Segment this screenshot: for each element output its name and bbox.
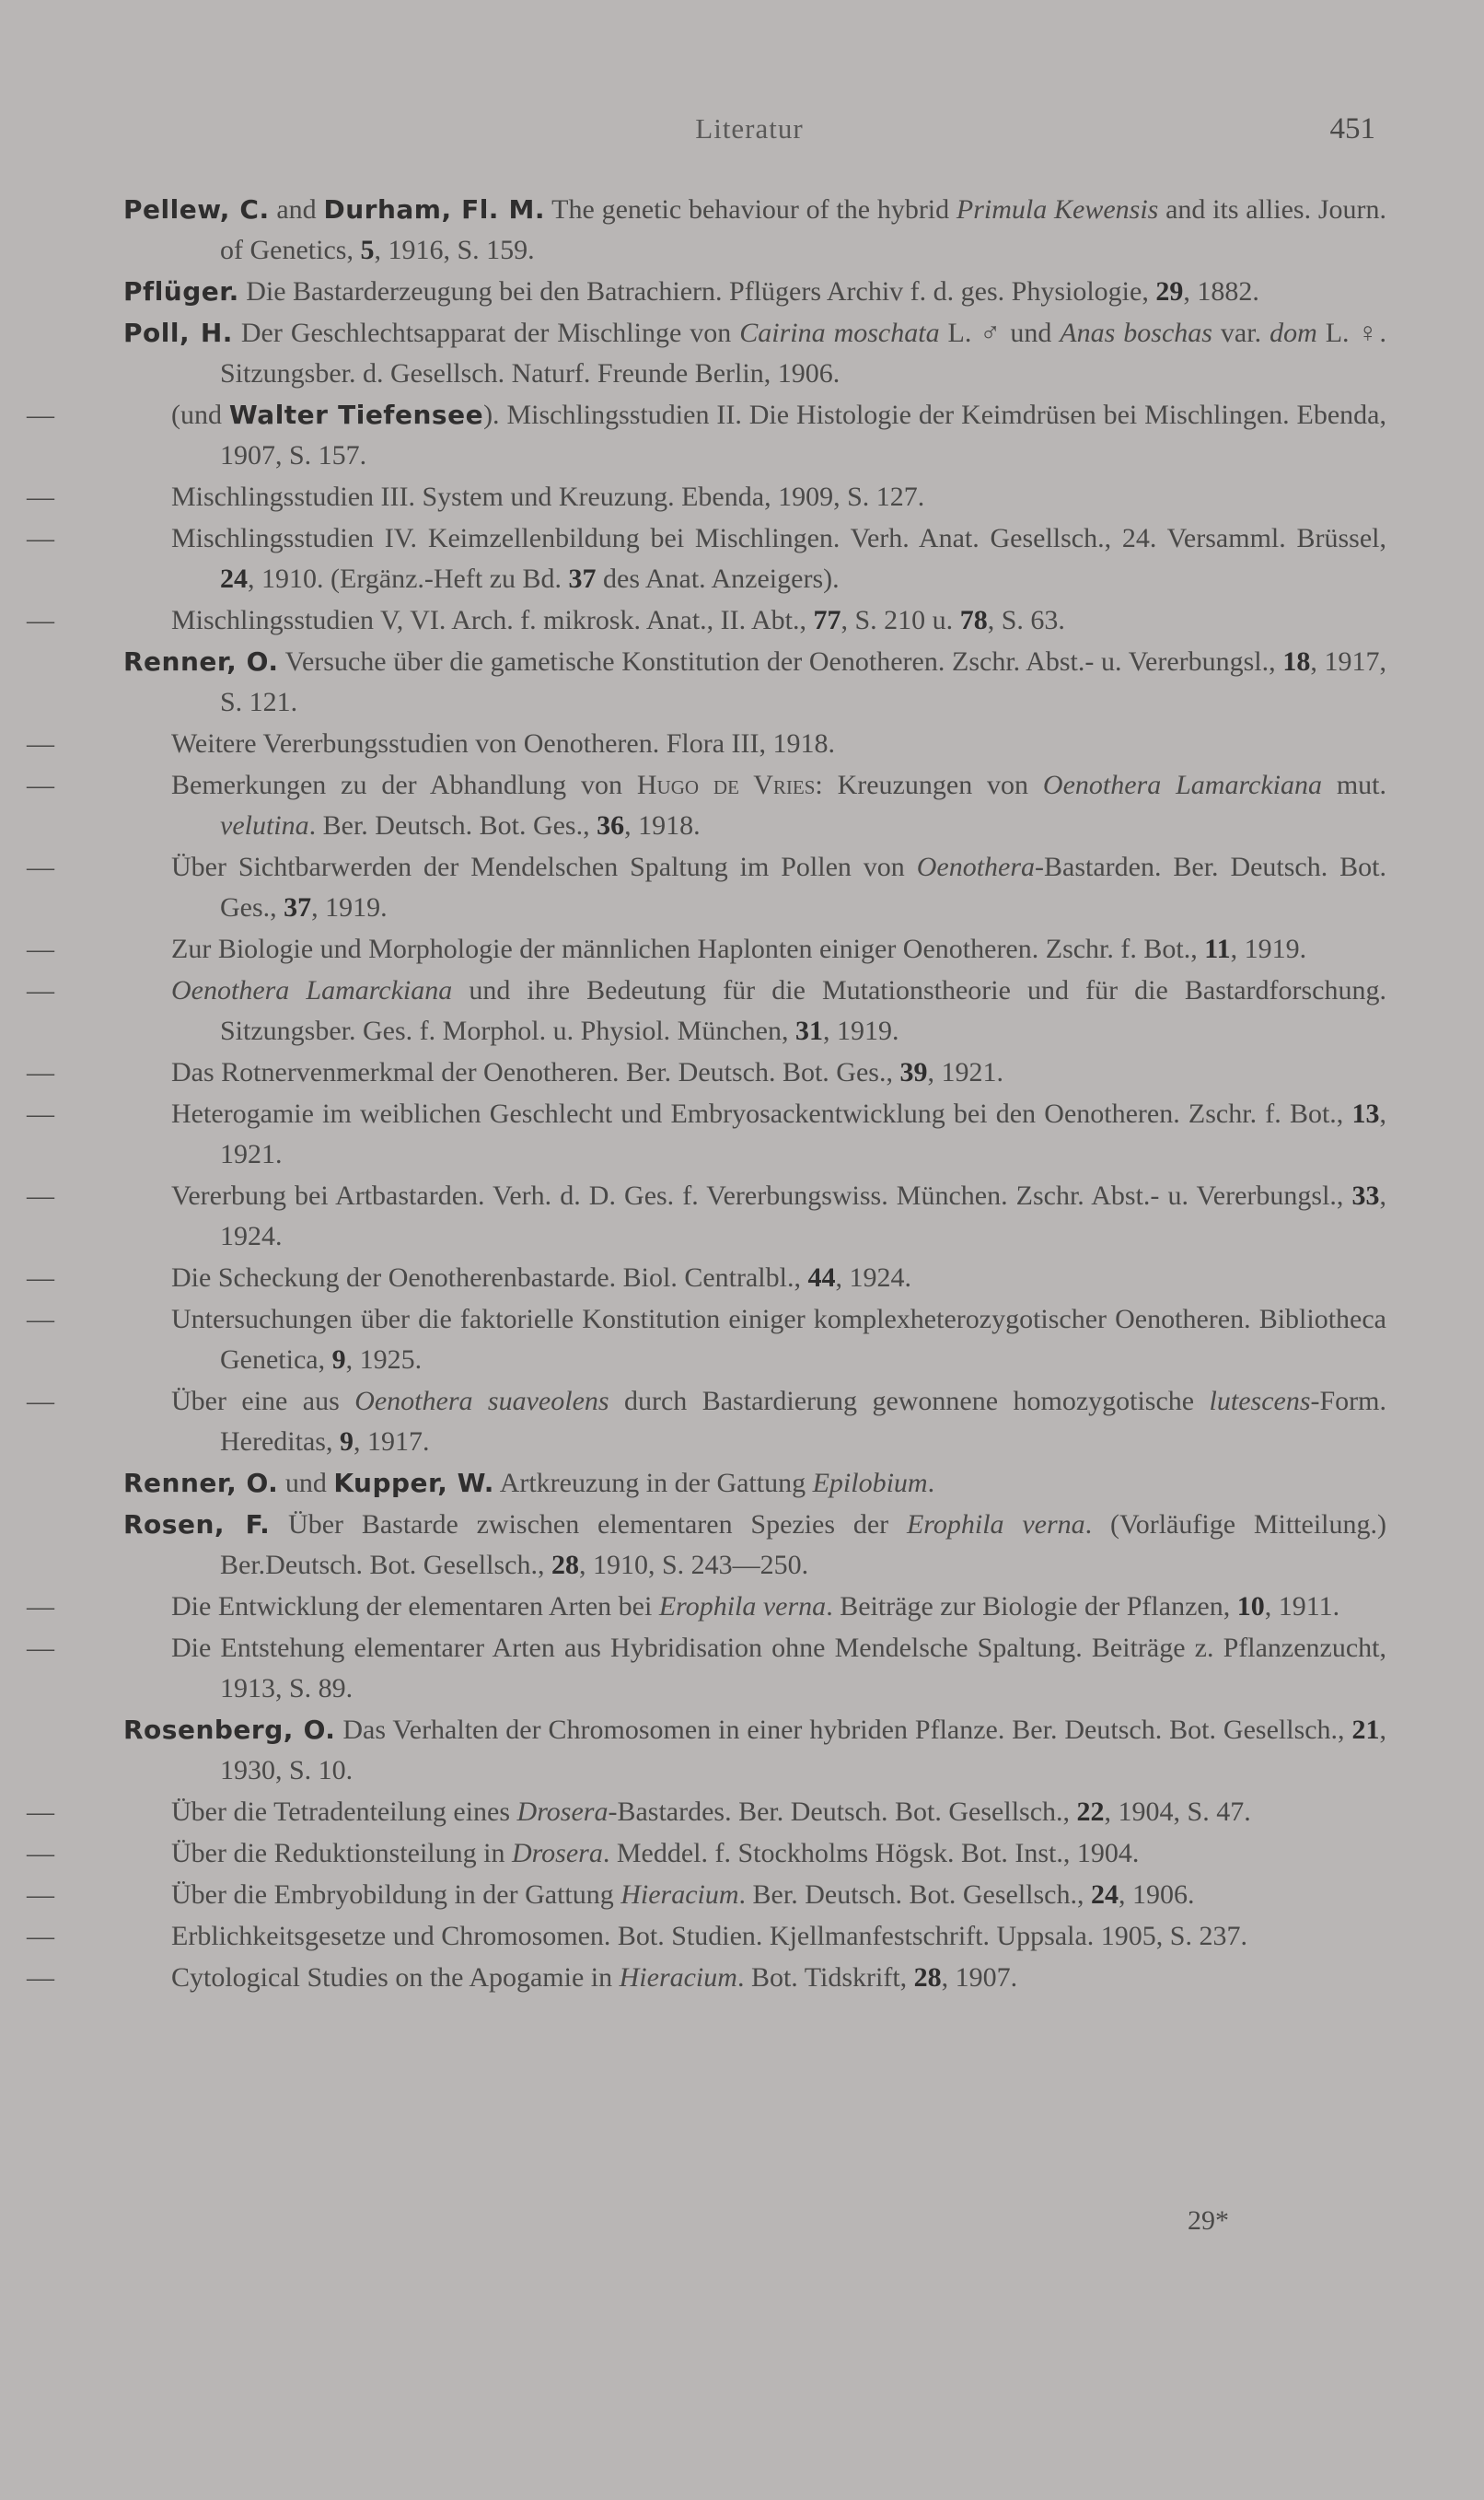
italic-text: Oenothera Lamarckiana: [171, 975, 453, 1006]
volume-number: 24: [1091, 1879, 1119, 1910]
bibliography-entry: [27, 1792, 1386, 1832]
reference-text: , 1930, S. 10.: [220, 1715, 1386, 1785]
ditto-dash: —: [27, 523, 54, 553]
bibliography-entry: [27, 1052, 1386, 1093]
bibliography-entry: [27, 971, 1386, 1052]
volume-number: 77: [813, 605, 841, 635]
bibliography-entry: [27, 929, 1386, 970]
reference-text: , 1911.: [1264, 1591, 1340, 1622]
reference-text: des Anat. Anzeigers).: [596, 564, 840, 594]
page-header: [123, 112, 1375, 158]
reference-text: ). Mischlingsstudien II. Die Histologie der Keimdrüsen bei Mischlingen. Ebenda, 1907, S. 157.: [220, 400, 1386, 471]
ditto-dash: —: [27, 1262, 54, 1293]
reference-text: Die Scheckung der Oenotherenbastarde. Biol. Centralbl.,: [171, 1262, 808, 1293]
bibliography-entry: [27, 1833, 1386, 1874]
small-caps-name: Hugo de Vries: [636, 770, 816, 800]
page-number: 451: [1329, 112, 1375, 145]
bibliography-entry: [27, 765, 1387, 846]
volume-number: 28: [913, 1962, 942, 1993]
reference-text: . Beiträge zur Biologie der Pflanzen,: [826, 1591, 1237, 1622]
reference-text: Über Sichtbarwerden der Mendelschen Spaltung im Pollen von: [171, 852, 917, 882]
bibliography-entry: [27, 477, 1386, 517]
signature-mark: 29*: [1188, 2205, 1229, 2236]
reference-text: . Meddel. f. Stockholms Högsk. Bot. Inst., 1904.: [602, 1838, 1140, 1868]
reference-text: Über Bastarde zwischen elementaren Spezies der: [270, 1509, 907, 1540]
reference-text: , 1907.: [941, 1962, 1018, 1993]
author-name: Rosenberg, O.: [123, 1715, 336, 1745]
reference-text: Das Verhalten der Chromosomen in einer hybriden Pflanze. Ber. Deutsch. Bot. Gesellsch.,: [335, 1715, 1352, 1745]
reference-text: Das Rotnervenmerkmal der Oenotheren. Ber. Deutsch. Bot. Ges.,: [171, 1057, 900, 1087]
reference-text: and: [269, 194, 324, 225]
ditto-dash: —: [27, 482, 54, 512]
ditto-dash: —: [27, 1838, 54, 1868]
bibliography-entry: [27, 1176, 1386, 1257]
italic-text: Cairina moschata: [739, 318, 940, 348]
italic-text: dom: [1270, 318, 1317, 348]
reference-text: , 1918.: [624, 810, 701, 841]
author-name: Kupper, W.: [333, 1468, 494, 1498]
author-name: Pflüger.: [123, 276, 239, 307]
ditto-dash: —: [27, 1591, 54, 1622]
bibliography-entry: [27, 847, 1386, 928]
reference-text: , 1924.: [835, 1262, 911, 1293]
italic-text: Primula Kewensis: [956, 194, 1159, 225]
volume-number: 13: [1351, 1099, 1380, 1129]
reference-text: Cytological Studies on the Apogamie in: [171, 1962, 620, 1993]
volume-number: 29: [1155, 276, 1184, 307]
italic-text: Oenothera suaveolens: [354, 1386, 609, 1416]
reference-text: Zur Biologie und Morphologie der männlichen Haplonten einiger Oenotheren. Zschr. f. Bot.,: [171, 934, 1205, 964]
bibliography-entry: [27, 1958, 1386, 1998]
volume-number: 33: [1351, 1180, 1380, 1211]
reference-text: , 1906.: [1119, 1879, 1195, 1910]
reference-text: Über die Reduktionsteilung in: [171, 1838, 512, 1868]
bibliography-entry: [27, 395, 1386, 476]
reference-text: , S. 63.: [987, 605, 1065, 635]
volume-number: 5: [360, 235, 375, 265]
volume-number: 24: [220, 564, 248, 594]
bibliography-entry: [27, 1094, 1386, 1175]
volume-number: 21: [1351, 1715, 1380, 1745]
italic-text: Drosera: [511, 1838, 603, 1868]
bibliography-entry: [27, 724, 1386, 764]
reference-text: Mischlingsstudien V, VI. Arch. f. mikrosk. Anat., II. Abt.,: [171, 605, 814, 635]
ditto-dash: —: [27, 1633, 54, 1663]
reference-text: var.: [1212, 318, 1270, 348]
reference-text: (und: [171, 400, 229, 430]
italic-text: Oenothera: [916, 852, 1036, 882]
reference-text: The genetic behaviour of the hybrid: [544, 194, 956, 225]
bibliography-entry: [27, 1916, 1386, 1957]
italic-text: Erophila verna: [906, 1509, 1085, 1540]
reference-text: . Bot. Tidskrift,: [736, 1962, 914, 1993]
bibliography-entry: [27, 1299, 1386, 1380]
ditto-dash: —: [27, 1180, 54, 1211]
volume-number: 11: [1204, 934, 1231, 964]
volume-number: 37: [568, 564, 597, 594]
reference-text: Erblichkeitsgesetze und Chromosomen. Bot. Studien. Kjellmanfestschrift. Uppsala. 1905, S. 237.: [171, 1921, 1247, 1951]
reference-text: Weitere Vererbungsstudien von Oenotheren. Flora III, 1918.: [171, 728, 835, 759]
reference-text: , 1917.: [353, 1426, 430, 1457]
reference-text: , S. 210 u.: [841, 605, 960, 635]
reference-text: . Ber. Deutsch. Bot. Ges.,: [308, 810, 597, 841]
reference-text: Mischlingsstudien IV. Keimzellenbildung bei Mischlingen. Verh. Anat. Gesellsch., 24. Versamml. Brüssel,: [171, 523, 1386, 553]
reference-text: , 1919.: [822, 1016, 899, 1046]
bibliography-entry: [123, 272, 1386, 312]
reference-text: .: [927, 1468, 935, 1498]
ditto-dash: —: [27, 400, 54, 430]
reference-text: , 1910, S. 243—250.: [578, 1550, 809, 1580]
ditto-dash: —: [27, 1099, 54, 1129]
italic-text: lutescens: [1209, 1386, 1311, 1416]
reference-text: , 1916, S. 159.: [374, 235, 535, 265]
reference-text: Die Entwicklung der elementaren Arten bei: [171, 1591, 659, 1622]
author-name: Renner, O.: [123, 1468, 279, 1498]
ditto-dash: —: [27, 1921, 54, 1951]
bibliography-entry: [27, 1875, 1386, 1915]
reference-text: Über eine aus: [171, 1386, 355, 1416]
volume-number: 44: [807, 1262, 836, 1293]
reference-text: Über die Embryobildung in der Gattung: [171, 1879, 621, 1910]
reference-text: Die Bastarderzeugung bei den Batrachiern. Pflügers Archiv f. d. ges. Physiologie,: [238, 276, 1156, 307]
reference-text: -Bastardes. Ber. Deutsch. Bot. Gesellsch.,: [608, 1797, 1077, 1827]
bibliography-entry: [27, 600, 1386, 641]
volume-number: 37: [284, 892, 312, 923]
italic-text: Hieracium: [619, 1962, 737, 1993]
ditto-dash: —: [27, 1962, 54, 1993]
volume-number: 9: [331, 1344, 346, 1375]
ditto-dash: —: [27, 770, 54, 800]
italic-text: Erophila verna: [658, 1591, 827, 1622]
reference-text: Versuche über die gametische Konstitution der Oenotheren. Zschr. Abst.- u. Vererbungsl.,: [278, 646, 1283, 677]
reference-text: Die Entstehung elementarer Arten aus Hybridisation ohne Mendelsche Spaltung. Beiträge z. Pflanzenzucht, 1913, S. 89.: [171, 1633, 1386, 1703]
italic-text: Drosera: [516, 1797, 609, 1827]
italic-text: velutina: [220, 810, 309, 841]
author-name: Poll, H.: [123, 318, 233, 348]
italic-text: Oenothera Lamarckiana: [1042, 770, 1322, 800]
volume-number: 36: [597, 810, 625, 841]
reference-text: Artkreuzung in der Gattung: [493, 1468, 813, 1498]
italic-text: Anas boschas: [1060, 318, 1212, 348]
reference-text: und: [278, 1468, 334, 1498]
ditto-dash: —: [27, 605, 54, 635]
reference-text: Vererbung bei Artbastarden. Verh. d. D. Ges. f. Vererbungswiss. München. Zschr. Abst.- u. Vererbungsl.,: [171, 1180, 1352, 1211]
reference-text: L. ♂ und: [939, 318, 1061, 348]
volume-number: 9: [339, 1426, 354, 1457]
bibliography-entry: [123, 313, 1386, 394]
author-name: Durham, Fl. M.: [323, 194, 545, 225]
reference-text: Bemerkungen zu der Abhandlung von: [171, 770, 637, 800]
volume-number: 39: [899, 1057, 928, 1087]
reference-text: and its allies. Journ. of Genetics,: [220, 194, 1387, 265]
reference-text: , 1910. (Ergänz.-Heft zu Bd.: [248, 564, 569, 594]
bibliography-entry: [27, 1258, 1386, 1298]
reference-text: mut.: [1321, 770, 1387, 800]
reference-text: Über die Tetradenteilung eines: [171, 1797, 517, 1827]
volume-number: 31: [794, 1016, 823, 1046]
bibliography-entry: [123, 642, 1386, 723]
reference-text: L. ♀. Sitzungsber. d. Gesellsch. Naturf. Freunde Berlin, 1906.: [220, 318, 1386, 389]
bibliography-entry: [27, 1628, 1386, 1709]
reference-text: und ihre Bedeutung für die Mutationstheorie und für die Bastardforschung. Sitzungsber. Ges. f. Morphol. u. Physiol. München,: [220, 975, 1386, 1046]
reference-text: durch Bastardierung gewonnene homozygotische: [609, 1386, 1210, 1416]
author-name: Pellew, C.: [123, 194, 270, 225]
italic-text: Hieracium: [620, 1879, 739, 1910]
bibliography-entry: [123, 190, 1386, 271]
bibliography-entry: [123, 1710, 1386, 1791]
ditto-dash: —: [27, 1797, 54, 1827]
bibliography-entry: [27, 1381, 1386, 1462]
bibliography-entry: [27, 518, 1386, 599]
ditto-dash: —: [27, 852, 54, 882]
author-name: Rosen, F.: [123, 1509, 271, 1540]
ditto-dash: —: [27, 728, 54, 759]
ditto-dash: —: [27, 934, 54, 964]
reference-text: : Kreuzungen von: [815, 770, 1043, 800]
reference-text: , 1924.: [220, 1180, 1386, 1251]
reference-text: , 1921.: [220, 1099, 1386, 1169]
ditto-dash: —: [27, 975, 54, 1006]
italic-text: Epilobium: [812, 1468, 928, 1498]
ditto-dash: —: [27, 1057, 54, 1087]
ditto-dash: —: [27, 1386, 54, 1416]
reference-text: Untersuchungen über die faktorielle Konstitution einiger komplexheterozygotischer Oenotheren. Bibliotheca Genetica,: [171, 1304, 1386, 1375]
reference-text: , 1919.: [1230, 934, 1307, 964]
reference-text: Mischlingsstudien III. System und Kreuzung. Ebenda, 1909, S. 127.: [171, 482, 925, 512]
author-name: Renner, O.: [123, 646, 279, 677]
reference-text: , 1882.: [1183, 276, 1259, 307]
reference-text: , 1919.: [311, 892, 388, 923]
reference-text: -Form. Hereditas,: [220, 1386, 1386, 1457]
reference-text: Der Geschlechtsapparat der Mischlinge von: [232, 318, 740, 348]
volume-number: 10: [1236, 1591, 1265, 1622]
volume-number: 22: [1076, 1797, 1105, 1827]
bibliography-entry: [123, 1463, 1386, 1504]
reference-text: . Ber. Deutsch. Bot. Gesellsch.,: [738, 1879, 1091, 1910]
volume-number: 18: [1282, 646, 1311, 677]
bibliography-entry: [123, 1505, 1386, 1586]
ditto-dash: —: [27, 1879, 54, 1910]
reference-text: . (Vorläufige Mitteilung.) Ber.Deutsch. Bot. Gesellsch.,: [220, 1509, 1386, 1580]
author-name: Walter Tiefensee: [228, 400, 484, 430]
volume-number: 28: [551, 1550, 579, 1580]
reference-text: , 1925.: [345, 1344, 423, 1375]
bibliography-list: [27, 190, 1387, 1999]
reference-text: Heterogamie im weiblichen Geschlecht und Embryosackentwicklung bei den Oenotheren. Zschr. f. Bot.,: [171, 1099, 1352, 1129]
reference-text: -Bastarden. Ber. Deutsch. Bot. Ges.,: [220, 852, 1386, 923]
reference-text: , 1917, S. 121.: [220, 646, 1386, 717]
reference-text: , 1904, S. 47.: [1104, 1797, 1251, 1827]
bibliography-entry: [27, 1587, 1386, 1627]
reference-text: , 1921.: [927, 1057, 1003, 1087]
ditto-dash: —: [27, 1304, 54, 1334]
running-title: Literatur: [695, 112, 804, 145]
volume-number: 78: [959, 605, 988, 635]
